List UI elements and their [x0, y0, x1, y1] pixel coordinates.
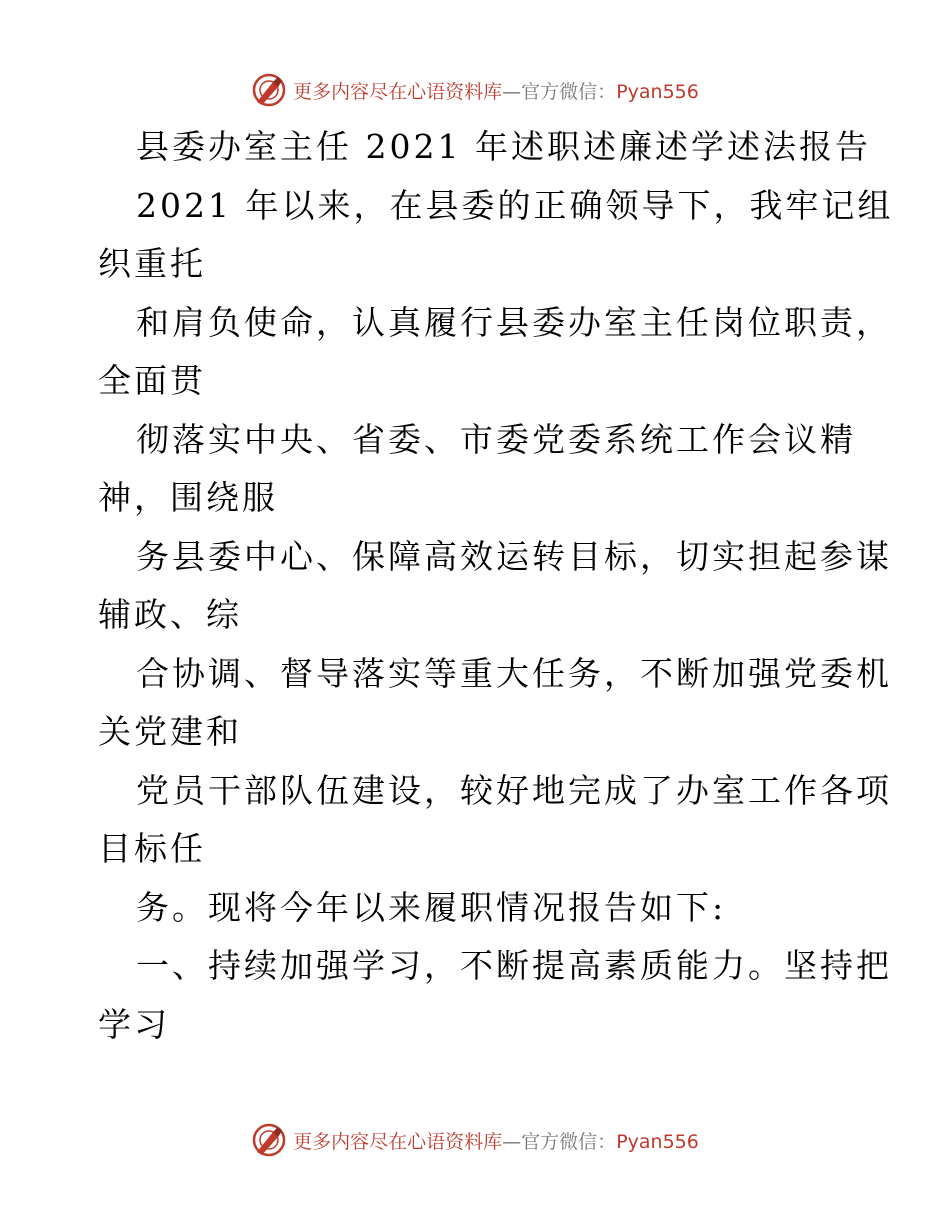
paragraph-line: 彻落实中央、省委、市委党委系统工作会议精 — [136, 419, 856, 459]
paragraph-line: 织重托 — [98, 244, 206, 283]
watermark-wechat-id: Pyan556 — [616, 80, 699, 103]
watermark-group — [251, 1122, 699, 1158]
paragraph-line: 和肩负使命，认真履行县委办室主任岗位职责， — [136, 302, 892, 342]
document-title: 县委办室主任 2021 年述职述廉述学述法报告 — [136, 127, 871, 166]
paragraph-line: 目标任 — [98, 829, 206, 868]
paragraph-line: 合协调、督导落实等重大任务，不断加强党委机 — [136, 653, 892, 693]
paragraph-line: 务。现将今年以来履职情况报告如下: — [136, 887, 727, 927]
paragraph-line: 辅政、综 — [98, 595, 242, 634]
watermark-wechat-label: —官方微信： — [502, 1130, 617, 1153]
paragraph-line: 2021 年以来，在县委的正确领导下，我牢记组 — [136, 185, 894, 225]
paragraph-line: 全面贯 — [98, 361, 206, 400]
watermark-group — [251, 72, 699, 108]
paragraph-line: 神，围绕服 — [98, 478, 278, 517]
watermark-site-name: 更多内容尽在心语资料库 — [293, 1130, 503, 1153]
paragraph-line: 学习 — [98, 1004, 170, 1044]
pen-nib-logo-icon — [251, 1122, 287, 1158]
watermark-wechat-label: —官方微信： — [502, 80, 617, 103]
paragraph-line: 关党建和 — [98, 712, 242, 751]
document-body — [98, 118, 894, 1054]
watermark-text — [293, 1127, 699, 1154]
watermark-site-name: 更多内容尽在心语资料库 — [293, 80, 503, 103]
watermark-wechat-id: Pyan556 — [616, 1130, 699, 1153]
pen-nib-logo-icon — [251, 72, 287, 108]
watermark-text — [293, 77, 699, 104]
section-heading-line: 一、持续加强学习，不断提高素质能力。坚持把 — [136, 946, 892, 985]
header-watermark — [0, 70, 950, 110]
paragraph-line: 务县委中心、保障高效运转目标，切实担起参谋 — [136, 536, 892, 576]
footer-watermark — [0, 1120, 950, 1160]
paragraph-line: 党员干部队伍建设，较好地完成了办室工作各项 — [136, 770, 892, 810]
